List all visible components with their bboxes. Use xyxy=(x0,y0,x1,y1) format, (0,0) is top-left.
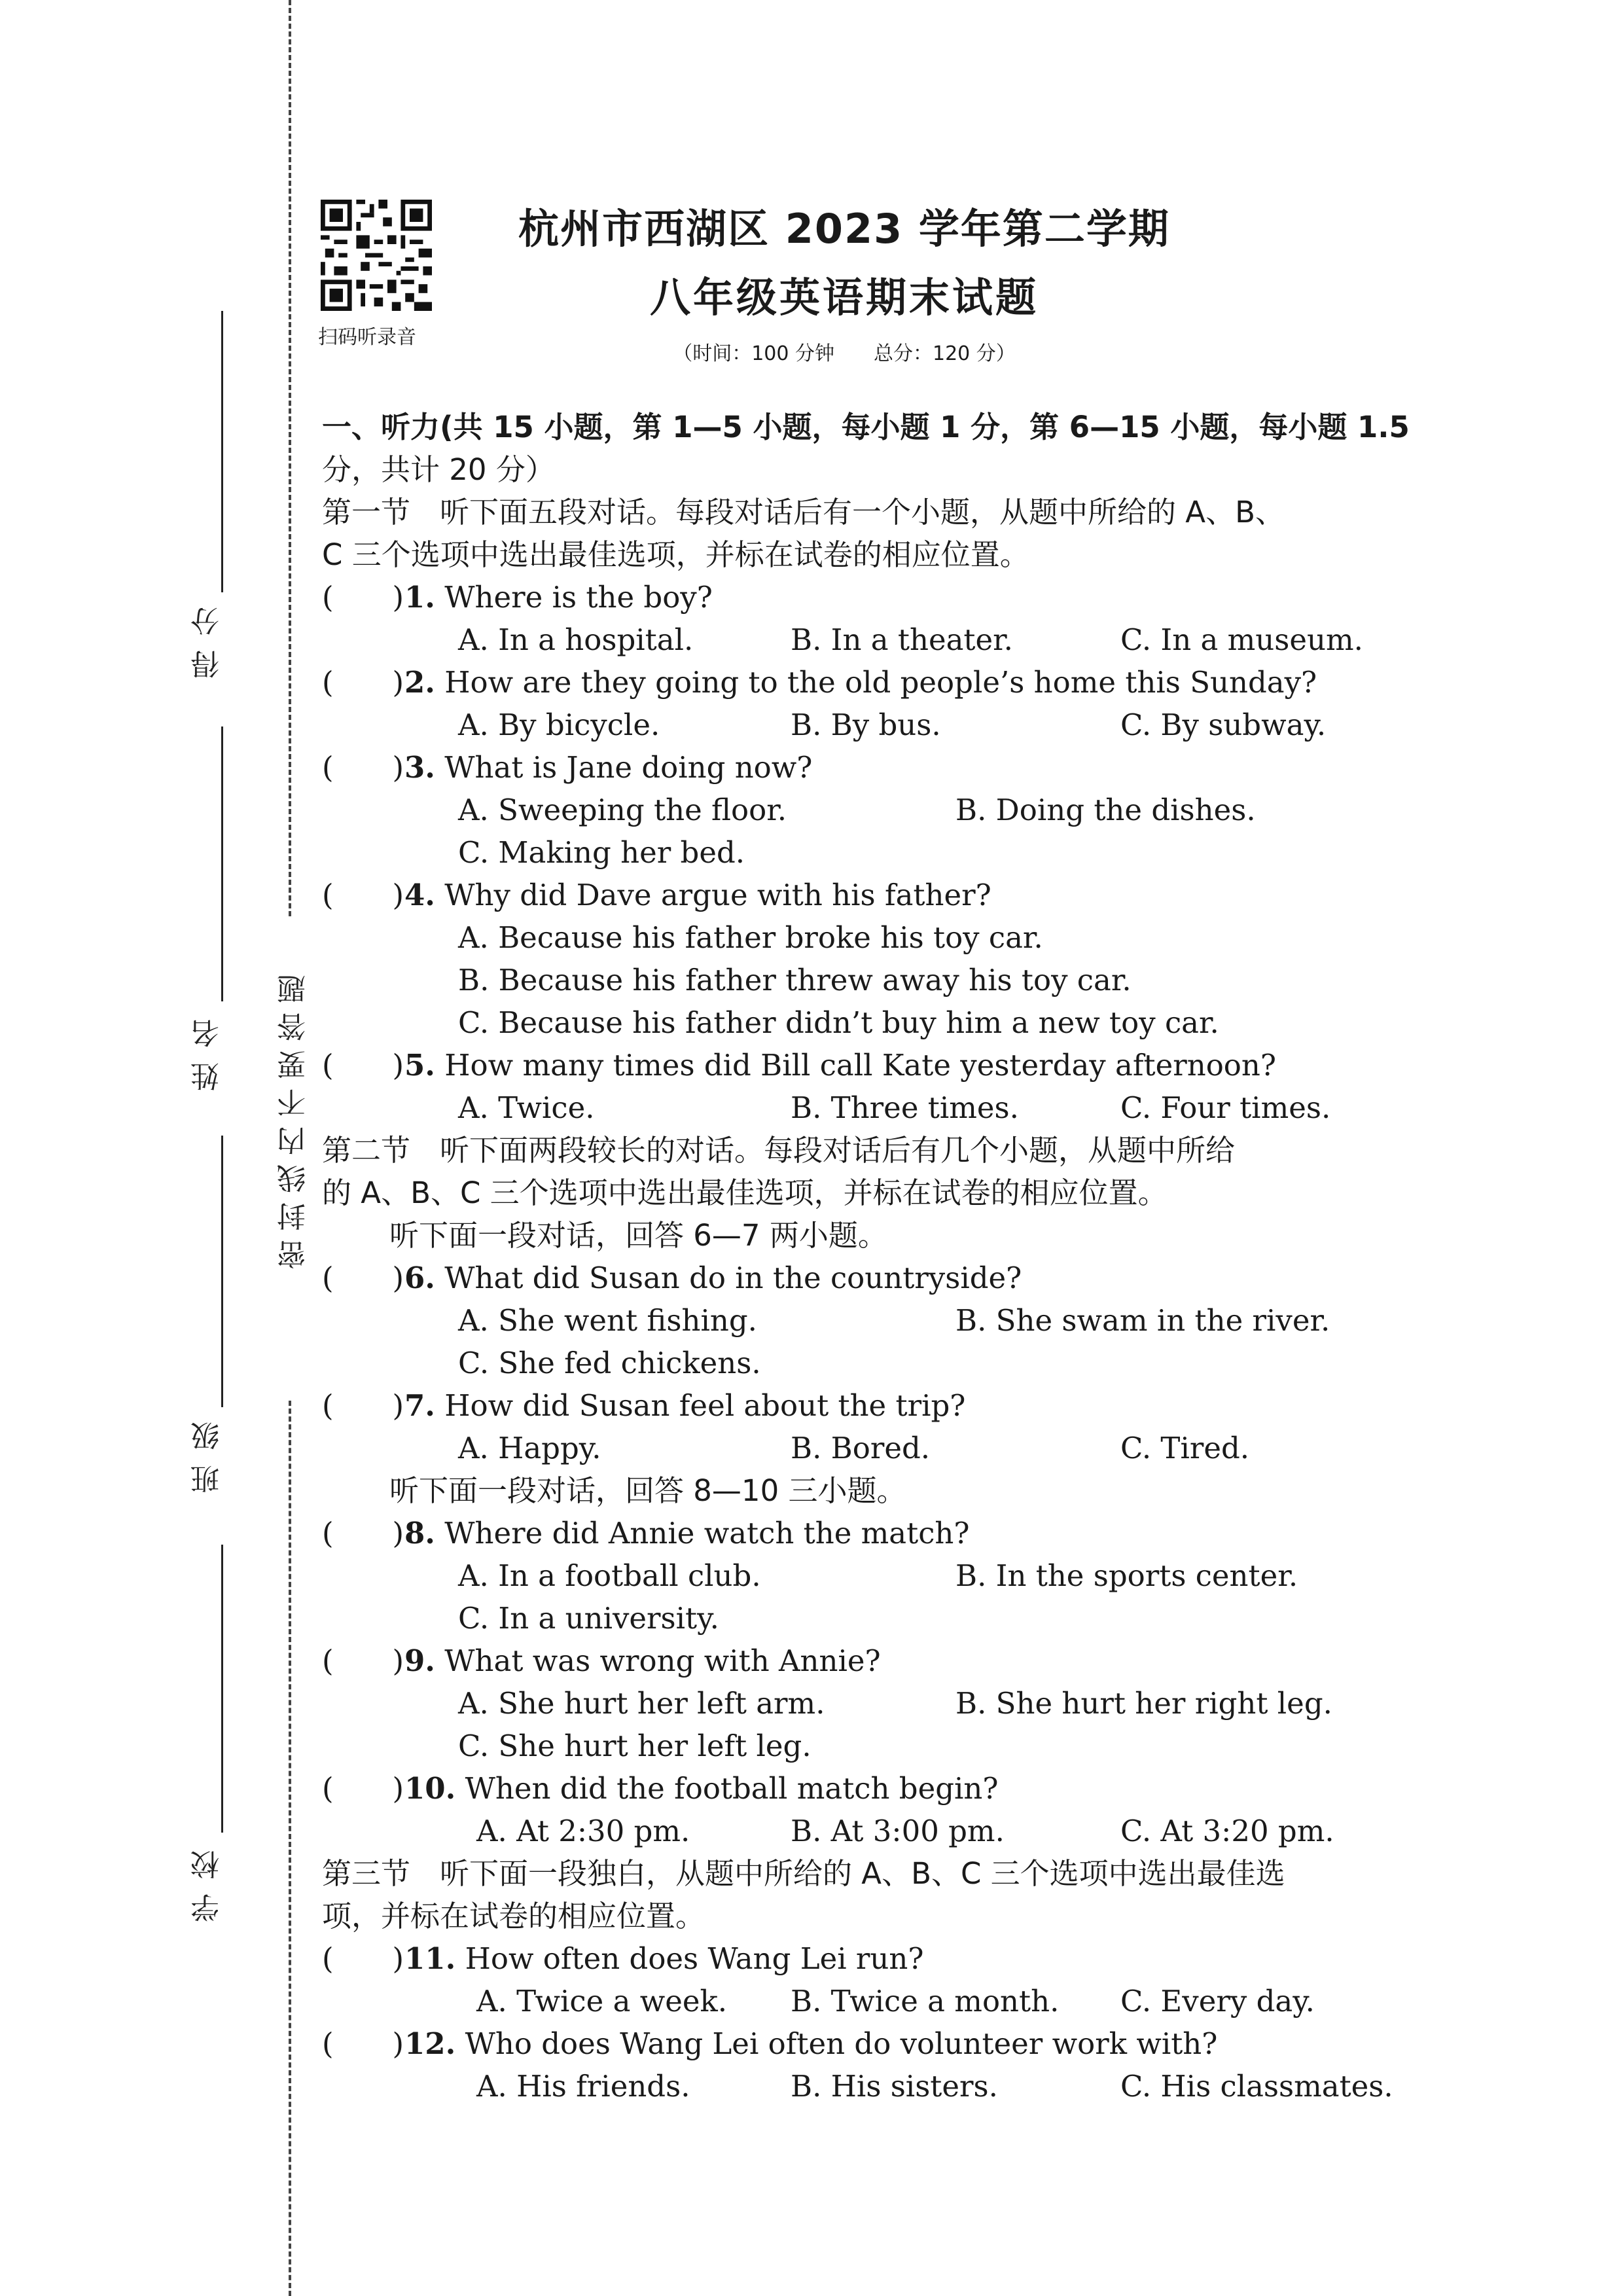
option-a: A. Twice. xyxy=(458,1090,595,1125)
exam-meta: （时间：100 分钟 总分：120 分） xyxy=(673,342,1016,365)
question-12 xyxy=(404,2026,1218,2061)
section1-instruction-cont: C 三个选项中选出最佳选项，并标在试卷的相应位置。 xyxy=(322,537,1029,572)
option-b: B. At 3:00 pm. xyxy=(791,1814,1005,1848)
name-field-line xyxy=(221,1136,223,1407)
section3-instruction: 第三节 听下面一段独白，从题中所给的 A、B、C 三个选项中选出最佳选 xyxy=(322,1856,1285,1891)
question-text: Where is the boy? xyxy=(444,580,713,615)
dialogue-note-6-7: 听下面一段对话，回答 6—7 两小题。 xyxy=(389,1218,887,1253)
answer-bracket[interactable]: ( ) xyxy=(322,665,404,700)
question-text: How did Susan feel about the trip? xyxy=(444,1388,966,1423)
qr-caption: 扫码听录音 xyxy=(318,326,416,349)
option-a: A. In a football club. xyxy=(458,1558,761,1593)
answer-bracket[interactable]: ( ) xyxy=(322,1516,404,1551)
question-text: How many times did Bill call Kate yesterday afternoon? xyxy=(444,1048,1276,1083)
option-b: B. Because his father threw away his toy car. xyxy=(458,963,1132,997)
option-c: C. Because his father didn’t buy him a new toy car. xyxy=(458,1005,1219,1040)
part1-heading: 一、听力(共 15 小题，第 1—5 小题，每小题 1 分，第 6—15 小题，每小题 1.5 xyxy=(322,410,1410,444)
question-text: What was wrong with Annie? xyxy=(444,1643,881,1678)
option-b: B. By bus. xyxy=(791,708,941,742)
exam-title: 杭州市西湖区 2023 学年第二学期 xyxy=(518,205,1170,253)
option-b: B. His sisters. xyxy=(791,2069,998,2104)
option-a: A. She hurt her left arm. xyxy=(458,1686,825,1721)
question-5 xyxy=(404,1048,1276,1083)
section1-instruction: 第一节 听下面五段对话。每段对话后有一个小题，从题中所给的 A、B、 xyxy=(322,495,1285,529)
option-c: C. In a museum. xyxy=(1120,622,1363,657)
question-number: 9. xyxy=(404,1643,435,1678)
score-field-line-a xyxy=(221,311,223,592)
option-a: A. Happy. xyxy=(458,1431,601,1465)
dialogue-note-8-10: 听下面一段对话，回答 8—10 三小题。 xyxy=(389,1473,906,1508)
option-a: A. In a hospital. xyxy=(458,622,694,657)
question-number: 1. xyxy=(404,580,435,615)
question-10 xyxy=(404,1771,999,1806)
option-a: A. By bicycle. xyxy=(458,708,660,742)
seal-line-notice: 密封线内不要答题 xyxy=(277,965,311,1269)
score-field-line-b xyxy=(221,726,223,1001)
question-1 xyxy=(404,580,713,615)
question-9 xyxy=(404,1643,881,1678)
question-number: 4. xyxy=(404,878,435,912)
question-11 xyxy=(404,1941,924,1976)
section3-instruction-cont: 项，并标在试卷的相应位置。 xyxy=(322,1899,705,1933)
option-a: A. At 2:30 pm. xyxy=(476,1814,690,1848)
question-7 xyxy=(404,1388,966,1423)
option-c: C. Every day. xyxy=(1120,1984,1315,2018)
answer-bracket[interactable]: ( ) xyxy=(322,1048,404,1083)
score-label: 得分 xyxy=(191,592,224,679)
option-c: C. She hurt her left leg. xyxy=(458,1729,812,1763)
question-4 xyxy=(404,880,991,910)
question-number: 7. xyxy=(404,1388,435,1423)
section2-instruction-cont: 的 A、B、C 三个选项中选出最佳选项，并标在试卷的相应位置。 xyxy=(322,1175,1168,1210)
question-8 xyxy=(404,1516,970,1551)
question-text: What did Susan do in the countryside? xyxy=(444,1261,1022,1295)
question-3 xyxy=(404,750,813,785)
option-a: A. His friends. xyxy=(476,2069,690,2104)
answer-bracket[interactable]: ( ) xyxy=(322,1388,404,1423)
option-b: B. Twice a month. xyxy=(791,1984,1060,2018)
answer-bracket[interactable]: ( ) xyxy=(322,580,404,615)
question-number: 10. xyxy=(404,1771,456,1806)
school-label: 学校 xyxy=(191,1836,224,1922)
answer-bracket[interactable]: ( ) xyxy=(322,1941,404,1976)
option-c: C. She fed chickens. xyxy=(458,1346,761,1380)
option-b: B. She hurt her right leg. xyxy=(955,1686,1332,1721)
option-b: B. In a theater. xyxy=(791,622,1013,657)
binding-dashed-line-bottom xyxy=(289,1401,291,2296)
option-b: B. Bored. xyxy=(791,1431,931,1465)
question-number: 12. xyxy=(404,2026,456,2061)
question-number: 2. xyxy=(404,665,435,700)
question-number: 8. xyxy=(404,1516,435,1551)
question-number: 3. xyxy=(404,750,435,785)
answer-bracket[interactable]: ( ) xyxy=(322,2026,404,2061)
answer-bracket[interactable]: ( ) xyxy=(322,1771,404,1806)
option-b: B. She swam in the river. xyxy=(955,1303,1330,1338)
question-text: How are they going to the old people’s home this Sunday? xyxy=(444,665,1317,700)
class-label: 班级 xyxy=(191,1407,224,1494)
exam-subtitle: 八年级英语期末试题 xyxy=(649,274,1039,321)
question-text: Why did Dave argue with his father? xyxy=(444,878,991,912)
question-number: 5. xyxy=(404,1048,435,1083)
name-label: 姓名 xyxy=(191,1005,224,1091)
binding-dashed-line-top xyxy=(289,0,291,916)
qr-code-icon[interactable] xyxy=(321,200,432,311)
option-c: C. In a university. xyxy=(458,1601,719,1636)
question-text: What is Jane doing now? xyxy=(444,750,813,785)
question-text: When did the football match begin? xyxy=(465,1771,999,1806)
part1-heading-cont: 分，共计 20 分） xyxy=(322,452,555,487)
question-text: How often does Wang Lei run? xyxy=(465,1941,924,1976)
option-a: A. Because his father broke his toy car. xyxy=(458,920,1043,955)
option-c: C. At 3:20 pm. xyxy=(1120,1814,1334,1848)
option-c: C. Four times. xyxy=(1120,1090,1331,1125)
option-a: A. Twice a week. xyxy=(476,1984,728,2018)
option-a: A. Sweeping the floor. xyxy=(458,793,787,827)
option-c: C. By subway. xyxy=(1120,708,1327,742)
option-b: B. Doing the dishes. xyxy=(955,793,1256,827)
option-b: B. Three times. xyxy=(791,1090,1019,1125)
answer-bracket[interactable]: ( ) xyxy=(322,1643,404,1678)
option-a: A. She went fishing. xyxy=(458,1303,757,1338)
section2-instruction: 第二节 听下面两段较长的对话。每段对话后有几个小题，从题中所给 xyxy=(322,1133,1236,1168)
option-b: B. In the sports center. xyxy=(955,1558,1298,1593)
class-field-line xyxy=(221,1545,223,1833)
option-c: C. His classmates. xyxy=(1120,2069,1393,2104)
answer-bracket[interactable]: ( ) xyxy=(322,878,404,912)
question-number: 6. xyxy=(404,1261,435,1295)
question-2 xyxy=(404,665,1317,700)
question-6 xyxy=(404,1263,1022,1293)
answer-bracket[interactable]: ( ) xyxy=(322,750,404,785)
question-text: Who does Wang Lei often do volunteer work with? xyxy=(465,2026,1218,2061)
question-number: 11. xyxy=(404,1941,456,1976)
answer-bracket[interactable]: ( ) xyxy=(322,1261,404,1295)
question-text: Where did Annie watch the match? xyxy=(444,1516,970,1551)
option-c: C. Tired. xyxy=(1120,1431,1250,1465)
option-c: C. Making her bed. xyxy=(458,835,745,870)
